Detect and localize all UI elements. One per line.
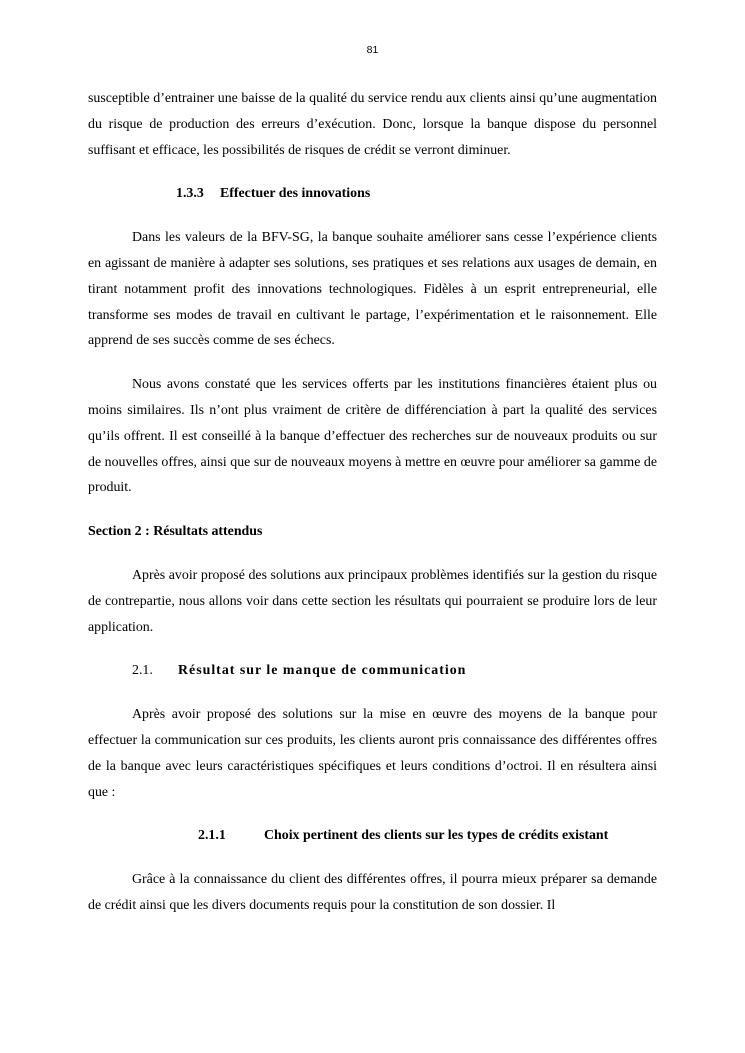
heading-title: Résultat sur le manque de communication [178,663,467,679]
paragraph-services-similarity: Nous avons constaté que les services offerts par les institutions financières étaient plus ou moins similaires. Ils n’ont plus vraiment de critère de différenciation à part la qualité des services qu’ils offrent. Il est conseillé à la banque d’effectuer des recherches sur de nouveaux produits ou sur de nouvelles offres, ainsi que sur de nouveaux moyens à mettre en œuvre pour améliorer sa gamme de produit. [88,377,657,496]
heading-number: 1.3.3 [176,186,204,202]
paragraph-innovation-values: Dans les valeurs de la BFV-SG, la banque souhaite améliorer sans cesse l’expérience clients en agissant de manière à adapter ses solutions, ses pratiques et ses relations aux usages de demain, en tirant notamment profit des innovations technologiques. Fidèles à un esprit entrepreneurial, elle transforme ses modes de travail en cultivant le partage, l’expérimentation et le raisonnement. Elle apprend de ses succès comme de ses échecs. [88,230,657,349]
heading-title: Effectuer des innovations [220,186,371,202]
heading-number: 2.1.1 [198,828,226,844]
subsection-heading-1-3-3 [88,181,657,207]
page-number: 81 [366,44,379,56]
subsection-heading-2-1 [88,658,657,684]
paragraph-client-knowledge: Grâce à la connaissance du client des différentes offres, il pourra mieux préparer sa demande de crédit ainsi que les divers documents requis pour la constitution de son dossier. Il [88,872,657,913]
section-heading-2: Section 2 : Résultats attendus [88,524,263,540]
page-content [88,86,657,937]
heading-title: Choix pertinent des clients sur les types de crédits existant [264,828,609,844]
subsection-heading-2-1-1 [88,823,657,849]
paragraph-section-intro: Après avoir proposé des solutions aux principaux problèmes identifiés sur la gestion du risque de contrepartie, nous allons voir dans cette section les résultats qui pourraient se produire lors de leur application. [88,567,657,635]
paragraph-continued: susceptible d’entrainer une baisse de la qualité du service rendu aux clients ainsi qu’une augmentation du risque de production des erreurs d’exécution. Donc, lorsque la banque dispose du personnel suffisant et efficace, les possibilités de risques de crédit se verront diminuer. [88,91,657,158]
heading-number: 2.1. [132,663,153,679]
paragraph-communication-result: Après avoir proposé des solutions sur la mise en œuvre des moyens de la banque pour effectuer la communication sur ces produits, les clients auront pris connaissance des différentes offres de la banque avec leurs caractéristiques spécifiques et leurs conditions d’octroi. Il en résultera ainsi que : [88,707,657,800]
